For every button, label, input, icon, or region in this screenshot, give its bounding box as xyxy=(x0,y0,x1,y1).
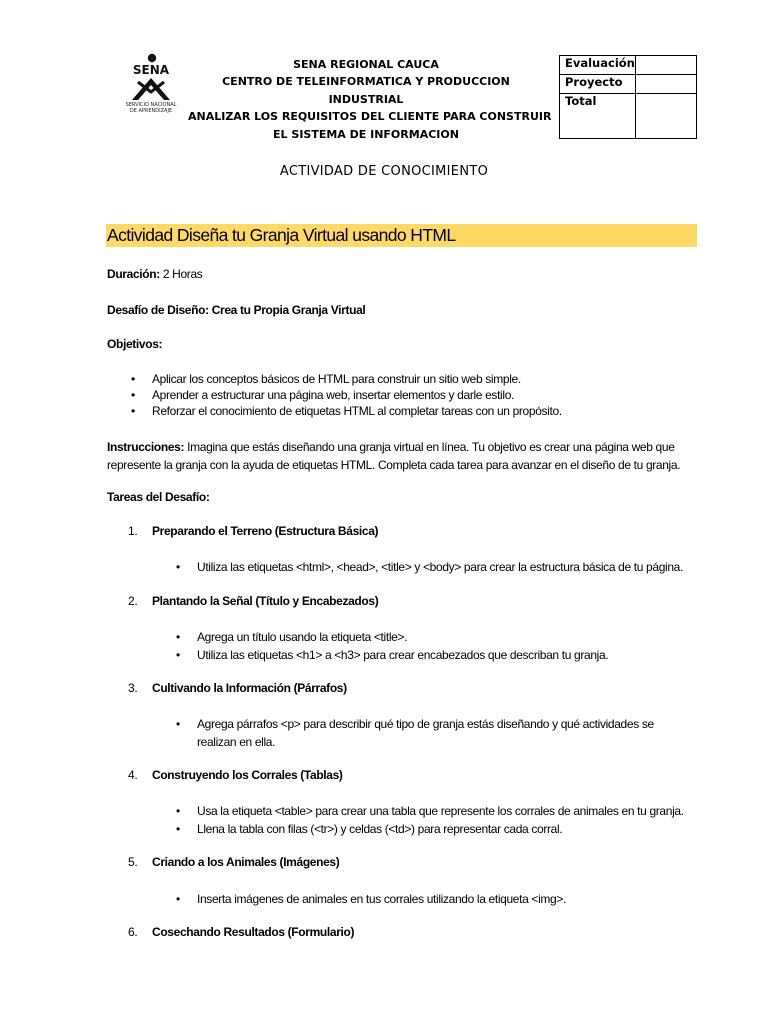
task-number: 2. xyxy=(128,594,138,608)
task-items xyxy=(176,715,667,751)
sena-logo-icon xyxy=(118,52,184,102)
eval-label-total: Total xyxy=(560,94,636,139)
instructions xyxy=(107,438,680,474)
task-number: 3. xyxy=(128,681,138,695)
activity-banner xyxy=(106,224,697,247)
task-item: • Inserta imágenes de animales en tus corrales utilizando la etiqueta <img>. xyxy=(176,890,566,908)
objectives-label: Objetivos: xyxy=(107,337,163,351)
eval-label-evaluacion: Evaluación xyxy=(560,56,636,75)
task-item: • Agrega un título usando la etiqueta <title>. xyxy=(176,628,608,646)
duration xyxy=(107,267,202,281)
activity-heading: ACTIVIDAD DE CONOCIMIENTO xyxy=(279,164,489,179)
document-header xyxy=(188,56,552,143)
task-number: 5. xyxy=(128,855,138,869)
banner-title: Actividad Diseña tu Granja Virtual usando HTML xyxy=(107,225,456,245)
sena-logo xyxy=(118,52,184,126)
tasks-label: Tareas del Desafío: xyxy=(107,490,210,504)
objective-item: • Aprender a estructurar una página web, insertar elementos y darle estilo. xyxy=(131,387,562,403)
header-line: CENTRO DE TELEINFORMATICA Y PRODUCCION xyxy=(222,75,510,89)
header-line: EL SISTEMA DE INFORMACION xyxy=(273,127,459,141)
task-item: • Llena la tabla con filas (<tr>) y celdas (<td>) para representar cada corral. xyxy=(176,820,684,838)
task-title: Construyendo los Corrales (Tablas) xyxy=(152,768,343,782)
header-line: INDUSTRIAL xyxy=(328,92,404,106)
logo-wordmark: SENA xyxy=(132,63,170,77)
logo-caption: SERVICIO NACIONAL DE APRENDIZAJE xyxy=(125,102,177,114)
eval-label-proyecto: Proyecto xyxy=(560,75,636,94)
task-title: Criando a los Animales (Imágenes) xyxy=(152,855,340,869)
task-number: 6. xyxy=(128,925,138,939)
duration-label: Duración: xyxy=(107,267,160,281)
instructions-text-1: Imagina que estás diseñando una granja virtual en línea. Tu objetivo es crear una página web que xyxy=(187,440,675,454)
evaluation-table xyxy=(559,55,697,139)
task-title: Plantando la Señal (Título y Encabezados) xyxy=(152,594,379,608)
instructions-label: Instrucciones: xyxy=(107,440,185,454)
task-items xyxy=(176,628,608,664)
task-title: Preparando el Terreno (Estructura Básica) xyxy=(152,524,379,538)
task-item: • Utiliza las etiquetas <h1> a <h3> para crear encabezados que describan tu granja. xyxy=(176,646,608,664)
task-item: • Agrega párrafos <p> para describir qué tipo de granja estás diseñando y qué actividades se realizan en ella. xyxy=(176,715,667,751)
task-item: • Utiliza las etiquetas <html>, <head>, <title> y <body> para crear la estructura básica de tu página. xyxy=(176,558,683,576)
header-line: ANALIZAR LOS REQUISITOS DEL CLIENTE PARA CONSTRUIR xyxy=(188,110,552,124)
eval-value-evaluacion[interactable] xyxy=(636,56,697,75)
task-items xyxy=(176,890,566,908)
task-items xyxy=(176,802,684,838)
instructions-text-2: represente la granja con la ayuda de etiquetas HTML. Completa cada tarea para avanzar en el diseño de tu granja. xyxy=(107,458,681,472)
objectives-list xyxy=(131,371,562,419)
header-line: SENA REGIONAL CAUCA xyxy=(293,58,439,71)
task-number: 4. xyxy=(128,768,138,782)
objective-item: • Reforzar el conocimiento de etiquetas HTML al completar tareas con un propósito. xyxy=(131,403,562,419)
duration-value: 2 Horas xyxy=(162,267,203,281)
task-item: • Usa la etiqueta <table> para crear una tabla que represente los corrales de animales en tu granja. xyxy=(176,802,684,820)
objective-item: • Aplicar los conceptos básicos de HTML para construir un sitio web simple. xyxy=(131,371,562,387)
eval-value-total[interactable] xyxy=(636,94,697,139)
eval-value-proyecto[interactable] xyxy=(636,75,697,94)
task-title: Cultivando la Información (Párrafos) xyxy=(152,681,347,695)
task-title: Cosechando Resultados (Formulario) xyxy=(152,925,355,939)
task-number: 1. xyxy=(128,524,138,538)
challenge-title: Desafío de Diseño: Crea tu Propia Granja Virtual xyxy=(107,303,366,317)
task-items xyxy=(176,558,683,576)
